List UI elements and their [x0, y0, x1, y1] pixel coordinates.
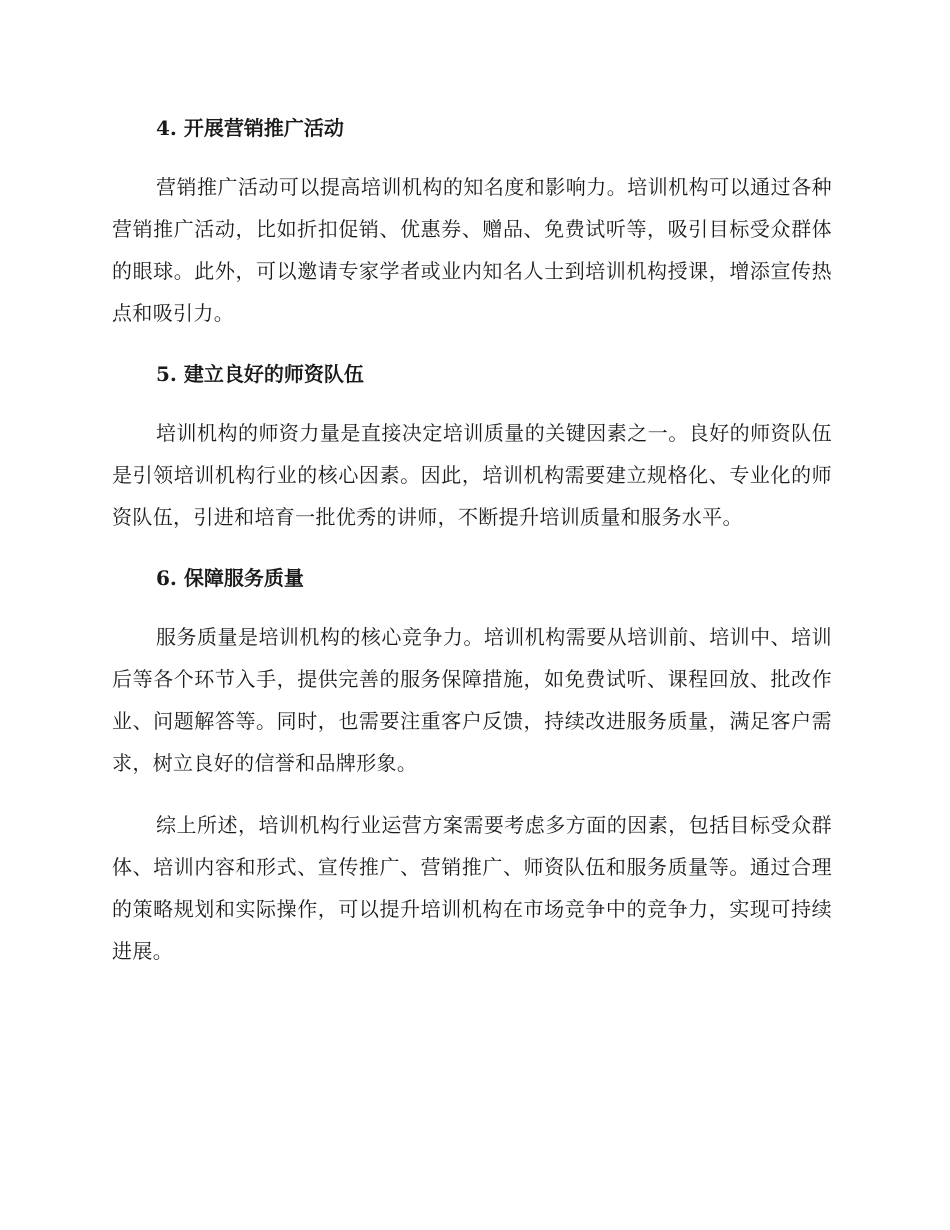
section-heading-4: 4. 开展营销推广活动: [156, 116, 344, 140]
section-heading-5: 5. 建立良好的师资队伍: [156, 362, 364, 386]
section-paragraph-5: 培训机构的师资力量是直接决定培训质量的关键因素之一。良好的师资队伍是引领培训机构行业的核心因素。因此，培训机构需要建立规格化、专业化的师资队伍，引进和培育一批优秀的讲师，不断提升培训质量和服务水平。: [112, 421, 832, 529]
section-paragraph-6: 服务质量是培训机构的核心竞争力。培训机构需要从培训前、培训中、培训后等各个环节入手，提供完善的服务保障措施，如免费试听、课程回放、批改作业、问题解答等。同时，也需要注重客户反馈，持续改进服务质量，满足客户需求，树立良好的信誉和品牌形象。: [112, 625, 832, 775]
conclusion-paragraph: 综上所述，培训机构行业运营方案需要考虑多方面的因素，包括目标受众群体、培训内容和形式、宣传推广、营销推广、师资队伍和服务质量等。通过合理的策略规划和实际操作，可以提升培训机构在市场竞争中的竞争力，实现可持续进展。: [112, 813, 832, 963]
section-paragraph-4: 营销推广活动可以提高培训机构的知名度和影响力。培训机构可以通过各种营销推广活动，比如折扣促销、优惠券、赠品、免费试听等，吸引目标受众群体的眼球。此外，可以邀请专家学者或业内知名人士到培训机构授课，增添宣传热点和吸引力。: [112, 175, 832, 325]
document-page: [112, 108, 832, 972]
section-heading-6: 6. 保障服务质量: [156, 566, 304, 590]
